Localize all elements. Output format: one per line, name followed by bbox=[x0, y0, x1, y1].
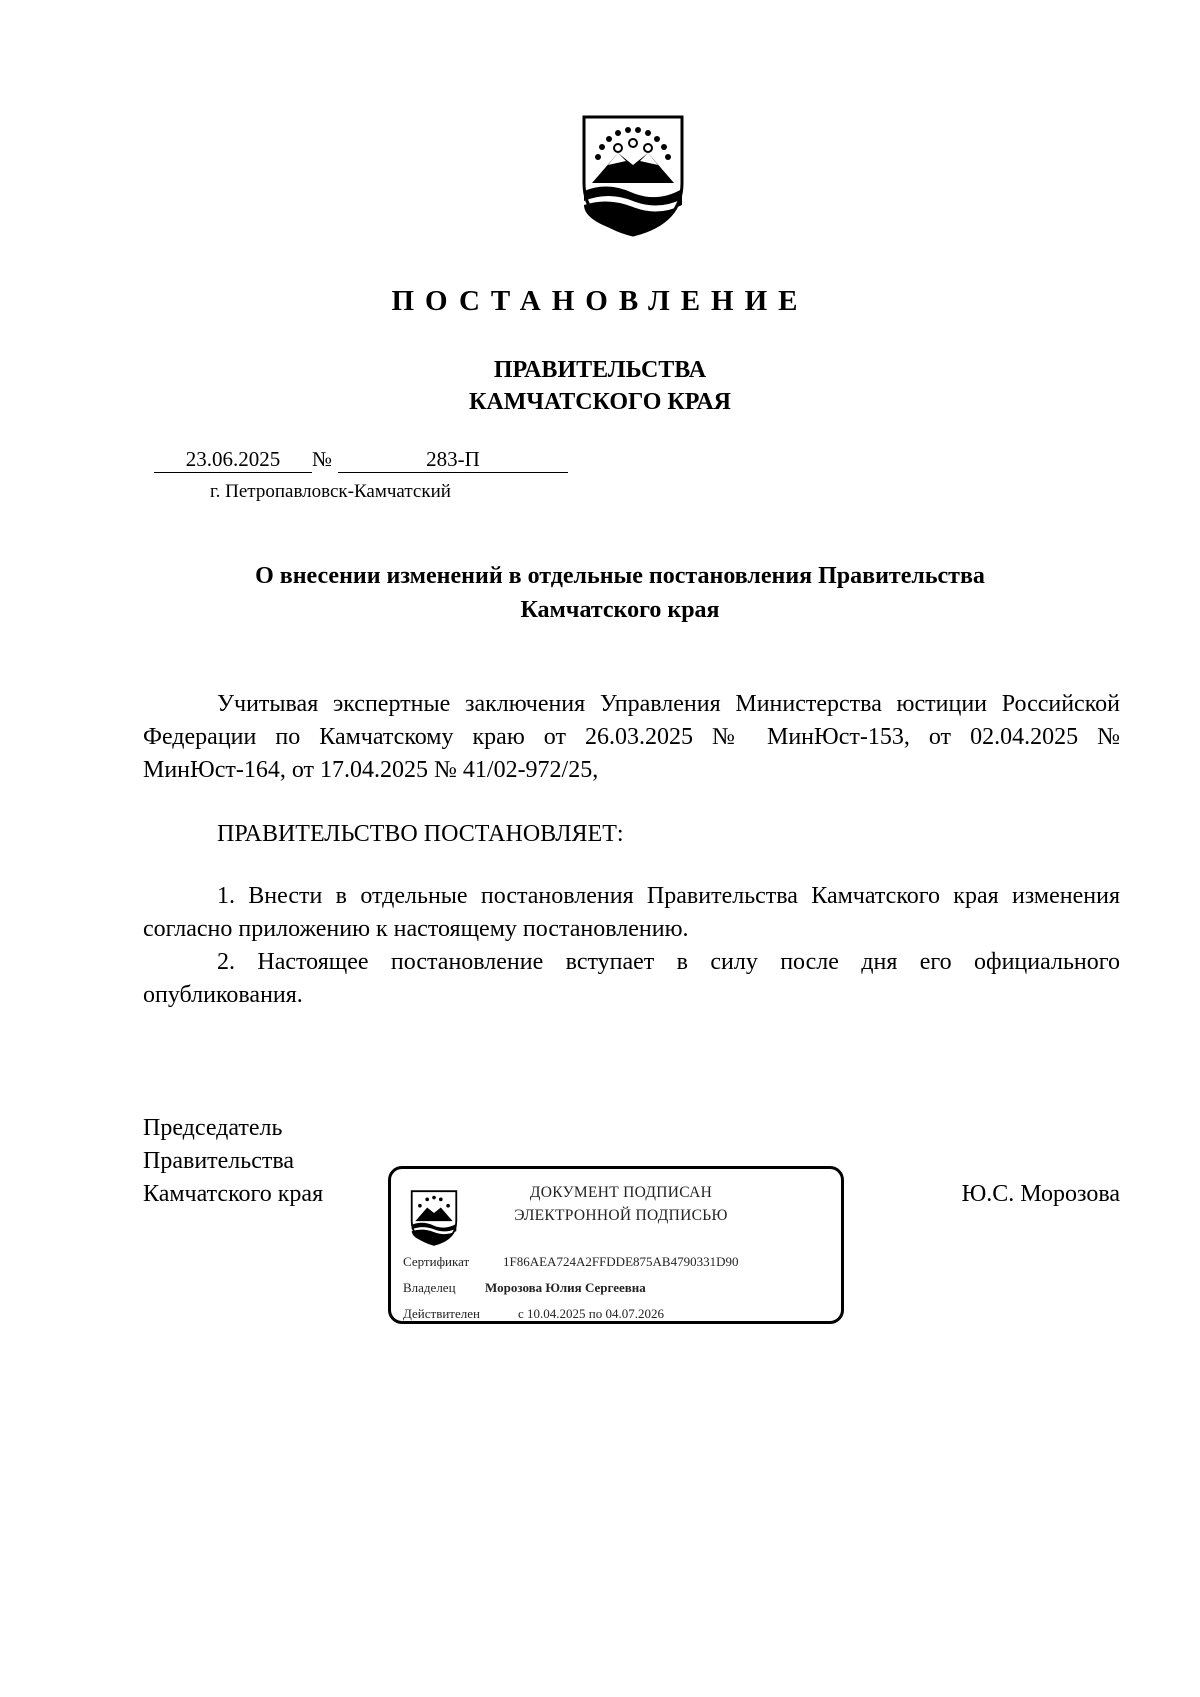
document-subject bbox=[180, 559, 1060, 627]
owner-value: Морозова Юлия Сергеевна bbox=[485, 1280, 646, 1295]
registration-date: 23.06.2025 bbox=[154, 446, 312, 473]
owner-row bbox=[403, 1279, 646, 1297]
stamp-emblem-icon bbox=[409, 1189, 459, 1247]
owner-label: Владелец bbox=[403, 1280, 456, 1295]
subject-line-2: Камчатского края bbox=[520, 597, 720, 623]
resolves-text: ПРАВИТЕЛЬСТВО ПОСТАНОВЛЯЕТ: bbox=[217, 821, 624, 847]
items-block bbox=[143, 880, 1120, 1012]
item-1: 1. Внести в отдельные постановления Правительства Камчатского края изменения согласно приложению к настоящему постановлению. bbox=[143, 883, 1120, 942]
valid-value: с 10.04.2025 по 04.07.2026 bbox=[518, 1306, 664, 1321]
subject-line-1: О внесении изменений в отдельные постановления Правительства bbox=[255, 563, 985, 589]
position-line-3: Камчатского края bbox=[143, 1181, 324, 1207]
electronic-signature-stamp bbox=[388, 1166, 844, 1324]
resolves-paragraph bbox=[143, 818, 1120, 851]
item-2: 2. Настоящее постановление вступает в силу после дня его официального опубликования. bbox=[143, 949, 1120, 1008]
position-line-2: Правительства bbox=[143, 1148, 295, 1174]
issuer-line-2: КАМЧАТСКОГО КРАЯ bbox=[468, 389, 732, 415]
preamble-paragraph bbox=[143, 688, 1120, 787]
certificate-value: 1F86AEA724A2FFDDE875AB4790331D90 bbox=[503, 1254, 739, 1269]
registration-line bbox=[154, 446, 568, 473]
validity-row bbox=[403, 1305, 664, 1323]
signer-name: Ю.С. Морозова bbox=[961, 1181, 1120, 1207]
issuer-line-1: ПРАВИТЕЛЬСТВА bbox=[493, 357, 707, 383]
registration-number: 283-П bbox=[338, 446, 568, 473]
stamp-heading bbox=[471, 1181, 771, 1227]
certificate-label: Сертификат bbox=[403, 1254, 470, 1269]
issuer-heading bbox=[0, 354, 1200, 418]
coat-of-arms-icon bbox=[578, 113, 688, 239]
city-name: г. Петропавловск-Камчатский bbox=[210, 481, 451, 502]
preamble-text: Учитывая экспертные заключения Управления Министерства юстиции Российской Федерации по Камчатскому краю от 26.03.2025 № МинЮст-153, от 02.04.2025 № МинЮст-164, от 17.04.2025 № 41/02-972/25, bbox=[143, 691, 1120, 783]
certificate-row bbox=[403, 1253, 738, 1271]
stamp-title-2: ЭЛЕКТРОННОЙ ПОДПИСЬЮ bbox=[514, 1207, 728, 1224]
stamp-title-1: ДОКУМЕНТ ПОДПИСАН bbox=[529, 1184, 713, 1201]
valid-label: Действителен bbox=[403, 1306, 480, 1321]
number-sign: № bbox=[312, 447, 333, 471]
signer-position bbox=[143, 1112, 323, 1211]
position-line-1: Председатель bbox=[143, 1115, 283, 1141]
document-type-title: ПОСТАНОВЛЕНИЕ bbox=[391, 285, 809, 317]
